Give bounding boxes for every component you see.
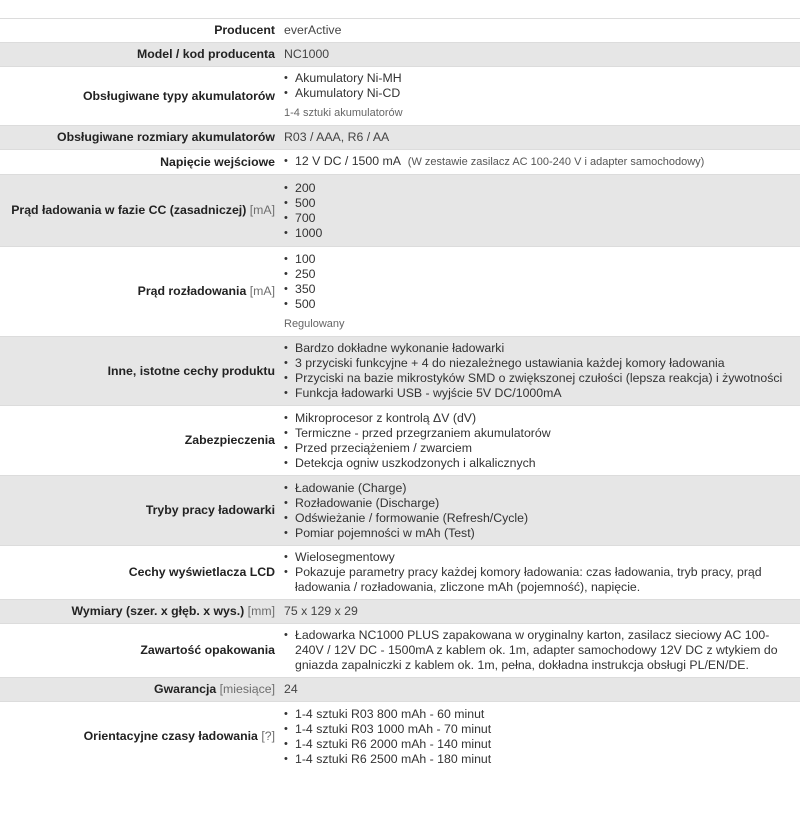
list-item: • Wielosegmentowy xyxy=(284,550,794,565)
spec-label: Wymiary (szer. x głęb. x wys.) [mm] xyxy=(0,600,279,624)
value-list xyxy=(284,71,794,101)
list-item: • Termiczne - przed przegrzaniem akumulatorów xyxy=(284,426,794,441)
list-item: • 250 xyxy=(284,267,794,282)
specifications-table xyxy=(0,18,800,772)
spec-row-input-voltage xyxy=(0,150,800,175)
list-item: • Pomiar pojemności w mAh (Test) xyxy=(284,526,794,541)
spec-row-lcd-features xyxy=(0,546,800,600)
list-item: • 1-4 sztuki R03 1000 mAh - 70 minut xyxy=(284,722,794,737)
item-note: (W zestawie zasilacz AC 100-240 V i adapter samochodowy) xyxy=(407,156,705,168)
spec-label: Obsługiwane rozmiary akumulatorów xyxy=(0,126,279,150)
spec-value xyxy=(279,247,800,337)
spec-unit: [miesiące] xyxy=(219,682,275,696)
list-item: • Bardzo dokładne wykonanie ładowarki xyxy=(284,341,794,356)
list-item: • Ładowarka NC1000 PLUS zapakowana w oryginalny karton, zasilacz sieciowy AC 100-240V / 12V DC - 1500mA z kablem ok. 1m, adapter samochodowy 12V DC z wtykiem do gniazda zapalniczki z kablem ok. 1m, pełna, dokładna instrukcja obsługi PL/EN/DE. xyxy=(284,628,794,673)
spec-row-other-features xyxy=(0,337,800,406)
spec-row-warranty xyxy=(0,678,800,702)
list-item: • Odświeżanie / formowanie (Refresh/Cycle) xyxy=(284,511,794,526)
spec-row-charge-current xyxy=(0,175,800,247)
value-list xyxy=(284,181,794,241)
spec-row-producer xyxy=(0,19,800,43)
spec-value xyxy=(279,67,800,126)
spec-value xyxy=(279,337,800,406)
spec-row-package-contents xyxy=(0,624,800,678)
spec-value xyxy=(279,150,800,175)
list-item: • Detekcja ogniw uszkodzonych i alkalicznych xyxy=(284,456,794,471)
spec-label: Obsługiwane typy akumulatorów xyxy=(0,67,279,126)
spec-label: Napięcie wejściowe xyxy=(0,150,279,175)
list-item: • 1-4 sztuki R6 2000 mAh - 140 minut xyxy=(284,737,794,752)
spec-row-battery-sizes xyxy=(0,126,800,150)
value-list xyxy=(284,550,794,595)
spec-value xyxy=(279,702,800,772)
spec-value xyxy=(279,546,800,600)
spec-note: Regulowany xyxy=(284,317,345,330)
spec-note: 1-4 sztuki akumulatorów xyxy=(284,107,403,119)
list-item: • Akumulatory Ni-MH xyxy=(284,71,794,86)
spec-value xyxy=(279,175,800,247)
list-item: • 1000 xyxy=(284,226,794,241)
value-list xyxy=(284,628,794,673)
list-item: • 100 xyxy=(284,252,794,267)
spec-label: Inne, istotne cechy produktu xyxy=(0,337,279,406)
list-item: • Przed przeciążeniem / zwarciem xyxy=(284,441,794,456)
list-item: • 12 V DC / 1500 mA (W zestawie zasilacz AC 100-240 V i adapter samochodowy) xyxy=(284,154,794,170)
list-item: • Funkcja ładowarki USB - wyjście 5V DC/1000mA xyxy=(284,386,794,401)
spec-value: everActive xyxy=(279,19,800,43)
value-list xyxy=(284,341,794,401)
spec-label: Prąd rozładowania [mA] xyxy=(0,247,279,337)
spec-value: 75 x 129 x 29 xyxy=(279,600,800,624)
spec-row-protections xyxy=(0,406,800,476)
spec-label: Tryby pracy ładowarki xyxy=(0,476,279,546)
list-item: • 1-4 sztuki R6 2500 mAh - 180 minut xyxy=(284,752,794,767)
spec-row-operating-modes xyxy=(0,476,800,546)
spec-unit: [?] xyxy=(261,729,275,744)
spec-value xyxy=(279,406,800,476)
list-item: • Pokazuje parametry pracy każdej komory ładowania: czas ładowania, tryb pracy, prąd ładowania / rozładowania, zliczone mAh (pojemność), napięcie. xyxy=(284,565,794,595)
spec-label: Cechy wyświetlacza LCD xyxy=(0,546,279,600)
list-item: • 350 xyxy=(284,282,794,297)
spec-value: R03 / AAA, R6 / AA xyxy=(279,126,800,150)
spec-row-battery-types xyxy=(0,67,800,126)
spec-unit: [mm] xyxy=(247,604,275,618)
value-list xyxy=(284,411,794,471)
spec-unit: [mA] xyxy=(249,284,275,298)
list-item: • 3 przyciski funkcyjne + 4 do niezależnego ustawiania każdej komory ładowania xyxy=(284,356,794,371)
spec-row-model xyxy=(0,43,800,67)
value-list xyxy=(284,707,794,767)
spec-label: Producent xyxy=(0,19,279,43)
list-item: • 700 xyxy=(284,211,794,226)
spec-value: 24 xyxy=(279,678,800,702)
list-item: • Akumulatory Ni-CD xyxy=(284,86,794,101)
spec-unit: [mA] xyxy=(249,203,275,217)
spec-label: Gwarancja [miesiące] xyxy=(0,678,279,702)
list-item: • 200 xyxy=(284,181,794,196)
list-item: • Mikroprocesor z kontrolą ΔV (dV) xyxy=(284,411,794,426)
spec-label: Zabezpieczenia xyxy=(0,406,279,476)
spec-value xyxy=(279,624,800,678)
list-item: • 500 xyxy=(284,297,794,312)
value-list xyxy=(284,252,794,312)
spec-row-discharge-current xyxy=(0,247,800,337)
spec-value xyxy=(279,476,800,546)
list-item: • 1-4 sztuki R03 800 mAh - 60 minut xyxy=(284,707,794,722)
spec-label: Prąd ładowania w fazie CC (zasadniczej) [mA] xyxy=(0,175,279,247)
list-item: • Ładowanie (Charge) xyxy=(284,481,794,496)
spec-row-charging-times xyxy=(0,702,800,772)
spec-label: Orientacyjne czasy ładowania [?] xyxy=(0,702,279,772)
list-item: • Rozładowanie (Discharge) xyxy=(284,496,794,511)
spec-label: Zawartość opakowania xyxy=(0,624,279,678)
spec-value: NC1000 xyxy=(279,43,800,67)
spec-row-dimensions xyxy=(0,600,800,624)
value-list xyxy=(284,481,794,541)
list-item: • Przyciski na bazie mikrostyków SMD o zwiększonej czułości (lepsza reakcja) i żywotności xyxy=(284,371,794,386)
spec-label: Model / kod producenta xyxy=(0,43,279,67)
list-item: • 500 xyxy=(284,196,794,211)
value-list xyxy=(284,154,794,170)
